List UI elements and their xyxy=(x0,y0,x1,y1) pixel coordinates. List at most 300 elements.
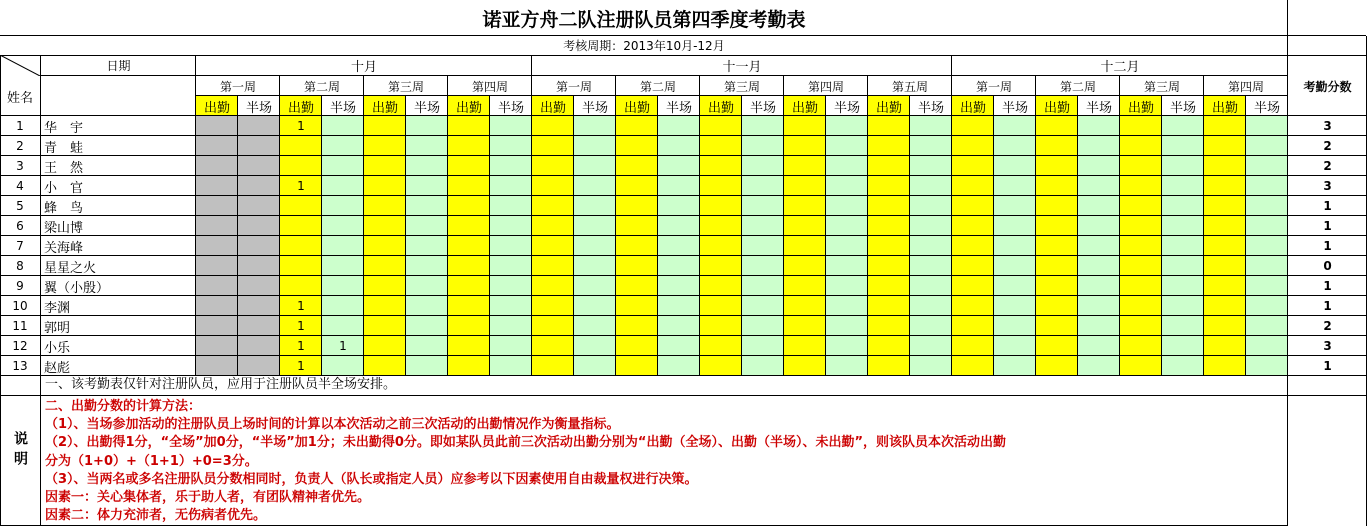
half-cell xyxy=(1078,136,1120,156)
attendance-cell xyxy=(784,296,826,316)
attendance-cell xyxy=(532,136,574,156)
attendance-cell xyxy=(280,256,322,276)
attendance-cell xyxy=(616,216,658,236)
half-cell xyxy=(1162,336,1204,356)
attendance-cell xyxy=(1036,336,1078,356)
half-cell xyxy=(238,216,280,236)
attendance-cell xyxy=(868,236,910,256)
attendance-cell xyxy=(1036,296,1078,316)
half-subheader: 半场 xyxy=(917,100,944,116)
row-number: 6 xyxy=(16,219,24,233)
half-cell xyxy=(742,196,784,216)
attendance-cell xyxy=(784,256,826,276)
diagonal-header-line xyxy=(0,55,40,76)
half-cell xyxy=(322,196,364,216)
attendance-cell xyxy=(196,236,238,256)
attendance-cell xyxy=(952,136,994,156)
half-cell xyxy=(742,276,784,296)
attendance-cell xyxy=(868,336,910,356)
attendance-score: 2 xyxy=(1323,319,1332,333)
grid-line xyxy=(699,95,700,376)
half-cell xyxy=(826,356,868,376)
half-cell xyxy=(658,176,700,196)
attendance-cell xyxy=(700,236,742,256)
attendance-cell xyxy=(700,356,742,376)
half-subheader: 半场 xyxy=(749,100,776,116)
attendance-score: 1 xyxy=(1323,239,1332,253)
half-cell xyxy=(1246,336,1288,356)
row-number: 12 xyxy=(12,339,28,353)
attendance-cell xyxy=(784,196,826,216)
attendance-cell xyxy=(448,116,490,136)
attendance-cell xyxy=(784,336,826,356)
attendance-cell xyxy=(532,276,574,296)
grid-line xyxy=(1077,95,1078,376)
attendance-cell xyxy=(952,336,994,356)
attendance-cell xyxy=(532,176,574,196)
half-cell xyxy=(658,196,700,216)
month-header: 十二月 xyxy=(1100,59,1140,75)
attendance-score: 3 xyxy=(1323,119,1332,133)
grid-line xyxy=(993,95,994,376)
half-cell xyxy=(238,136,280,156)
attendance-cell xyxy=(1204,196,1246,216)
grid-line xyxy=(447,95,448,376)
grid-line xyxy=(1035,95,1036,376)
note-line: 因素二：体力充沛者，无伤病者优先。 xyxy=(45,508,267,524)
grid-line xyxy=(783,95,784,376)
half-cell xyxy=(406,156,448,176)
attendance-cell xyxy=(700,156,742,176)
half-cell xyxy=(1162,196,1204,216)
half-cell xyxy=(406,216,448,236)
half-cell xyxy=(406,136,448,156)
attendance-cell xyxy=(1120,236,1162,256)
half-cell xyxy=(910,136,952,156)
week-header: 第五周 xyxy=(891,79,928,94)
half-cell xyxy=(742,356,784,376)
attendance-cell xyxy=(532,336,574,356)
attendance-cell xyxy=(700,196,742,216)
attendance-cell xyxy=(616,156,658,176)
attendance-cell xyxy=(700,256,742,276)
member-name: 华 宇 xyxy=(44,120,84,136)
week-header: 第一周 xyxy=(975,79,1012,94)
attendance-cell xyxy=(616,136,658,156)
half-cell xyxy=(826,276,868,296)
half-cell xyxy=(238,176,280,196)
half-cell xyxy=(658,156,700,176)
grid-line xyxy=(531,95,532,376)
half-cell xyxy=(994,276,1036,296)
attendance-cell xyxy=(364,296,406,316)
attendance-cell xyxy=(868,316,910,336)
grid-line xyxy=(867,95,868,376)
note-scoring-rules xyxy=(41,398,1286,525)
attendance-cell xyxy=(532,316,574,336)
half-cell xyxy=(1246,176,1288,196)
attendance-cell xyxy=(1120,156,1162,176)
member-name: 小乐 xyxy=(44,340,71,356)
half-cell xyxy=(994,176,1036,196)
grid-line xyxy=(615,95,616,376)
attendance-cell xyxy=(448,316,490,336)
half-cell xyxy=(826,156,868,176)
member-name: 小 官 xyxy=(44,180,84,196)
attendance-cell xyxy=(1120,336,1162,356)
assessment-period: 考核周期：2013年10月-12月 xyxy=(563,39,725,53)
grid-line xyxy=(573,95,574,376)
note-line: 因素一：关心集体者，乐于助人者，有团队精神者优先。 xyxy=(45,490,371,506)
half-cell xyxy=(658,276,700,296)
row-number: 13 xyxy=(12,359,28,373)
attendance-cell xyxy=(784,316,826,336)
week-header: 第四周 xyxy=(1227,79,1264,94)
half-subheader: 半场 xyxy=(497,100,524,116)
half-cell xyxy=(574,136,616,156)
member-name: 赵彪 xyxy=(44,360,71,376)
half-cell xyxy=(1246,156,1288,176)
half-cell xyxy=(406,196,448,216)
attend-subheader: 出勤 xyxy=(868,96,910,116)
score-header: 考勤分数 xyxy=(1303,79,1352,94)
note-line: （2）、出勤得1分，“全场”加0分，“半场”加1分；未出勤得0分。即如某队员此前三次活动出勤分别为“出勤（全场）、出勤（半场）、未出勤”，则该队员本次活动出勤 xyxy=(45,435,1006,451)
attendance-cell xyxy=(196,316,238,336)
half-cell xyxy=(1078,256,1120,276)
half-cell xyxy=(994,256,1036,276)
attendance-cell xyxy=(196,176,238,196)
attendance-cell xyxy=(784,116,826,136)
week-header: 第二周 xyxy=(639,79,676,94)
grid-line xyxy=(321,95,322,376)
half-cell xyxy=(742,136,784,156)
grid-line xyxy=(196,95,1288,96)
attendance-cell xyxy=(1204,336,1246,356)
half-cell xyxy=(994,356,1036,376)
member-name: 蜂 鸟 xyxy=(44,200,84,216)
attendance-cell xyxy=(448,336,490,356)
attendance-cell xyxy=(532,256,574,276)
half-subheader: 半场 xyxy=(1085,100,1112,116)
attendance-cell xyxy=(1036,236,1078,256)
attendance-cell xyxy=(448,236,490,256)
row-number: 2 xyxy=(16,139,24,153)
attendance-cell xyxy=(700,116,742,136)
half-cell xyxy=(574,236,616,256)
half-cell xyxy=(406,356,448,376)
week-header: 第一周 xyxy=(555,79,592,94)
attendance-cell xyxy=(532,156,574,176)
attendance-cell xyxy=(868,216,910,236)
grid-line xyxy=(909,95,910,376)
week-header: 第四周 xyxy=(807,79,844,94)
attend-subheader: 出勤 xyxy=(1036,96,1078,116)
half-cell xyxy=(238,116,280,136)
grid-line xyxy=(0,395,1366,396)
half-cell xyxy=(490,196,532,216)
attendance-cell xyxy=(1204,116,1246,136)
half-cell xyxy=(1162,156,1204,176)
attendance-cell xyxy=(952,296,994,316)
half-cell xyxy=(994,316,1036,336)
half-cell xyxy=(910,256,952,276)
sheet-title: 诺亚方舟二队注册队员第四季度考勤表 xyxy=(482,8,806,31)
half-cell xyxy=(490,176,532,196)
attendance-cell xyxy=(1036,176,1078,196)
half-cell xyxy=(406,336,448,356)
attendance-cell xyxy=(448,156,490,176)
notes-label: 说明 xyxy=(12,431,28,471)
half-cell xyxy=(406,116,448,136)
attendance-cell xyxy=(700,176,742,196)
half-cell xyxy=(322,296,364,316)
half-cell xyxy=(826,176,868,196)
grid-line xyxy=(489,95,490,376)
attendance-cell xyxy=(1204,316,1246,336)
half-cell xyxy=(322,256,364,276)
half-cell xyxy=(910,236,952,256)
half-cell xyxy=(1078,296,1120,316)
half-cell xyxy=(658,296,700,316)
member-name: 郭明 xyxy=(44,320,71,336)
half-cell xyxy=(490,216,532,236)
half-subheader: 半场 xyxy=(665,100,692,116)
attendance-cell xyxy=(1204,296,1246,316)
attendance-cell xyxy=(700,316,742,336)
attendance-cell xyxy=(448,296,490,316)
attendance-cell xyxy=(1120,276,1162,296)
attendance-cell xyxy=(616,256,658,276)
attendance-cell xyxy=(1036,156,1078,176)
half-subheader: 半场 xyxy=(245,100,272,116)
half-cell xyxy=(1162,136,1204,156)
attendance-cell xyxy=(196,336,238,356)
half-cell xyxy=(1162,356,1204,376)
half-subheader: 半场 xyxy=(581,100,608,116)
half-cell xyxy=(826,116,868,136)
half-cell xyxy=(910,296,952,316)
attend-subheader: 出勤 xyxy=(700,96,742,116)
attendance-cell xyxy=(1204,236,1246,256)
attendance-cell xyxy=(616,316,658,336)
half-cell xyxy=(658,236,700,256)
member-name: 星星之火 xyxy=(44,260,97,276)
half-cell xyxy=(238,336,280,356)
half-cell xyxy=(490,316,532,336)
half-cell xyxy=(1078,336,1120,356)
half-cell xyxy=(658,256,700,276)
attendance-cell xyxy=(364,236,406,256)
attendance-cell xyxy=(1204,216,1246,236)
member-name: 梁山博 xyxy=(44,220,84,236)
week-header: 第三周 xyxy=(1143,79,1180,94)
half-cell xyxy=(826,336,868,356)
half-cell xyxy=(238,156,280,176)
half-cell xyxy=(1162,216,1204,236)
attendance-cell xyxy=(784,176,826,196)
half-cell xyxy=(658,216,700,236)
grid-line xyxy=(951,95,952,376)
grid-line xyxy=(405,95,406,376)
half-cell xyxy=(742,156,784,176)
half-cell xyxy=(826,236,868,256)
grid-line xyxy=(279,95,280,376)
half-cell xyxy=(826,256,868,276)
member-name: 李渊 xyxy=(44,300,71,316)
attend-subheader: 出勤 xyxy=(952,96,994,116)
attend-subheader: 出勤 xyxy=(280,96,322,116)
half-cell xyxy=(742,116,784,136)
attendance-cell xyxy=(616,336,658,356)
attendance-cell xyxy=(784,276,826,296)
attendance-cell xyxy=(1204,256,1246,276)
week-header: 第二周 xyxy=(1059,79,1096,94)
week-header: 第三周 xyxy=(387,79,424,94)
attendance-score: 3 xyxy=(1323,339,1332,353)
attendance-cell xyxy=(532,236,574,256)
attendance-cell xyxy=(364,216,406,236)
half-cell xyxy=(238,256,280,276)
half-cell xyxy=(1246,276,1288,296)
attendance-cell xyxy=(1036,276,1078,296)
attendance-cell xyxy=(868,256,910,276)
note-line: （3）、当两名或多名注册队员分数相同时，负责人（队长或指定人员）应参考以下因素使用自由裁量权进行决策。 xyxy=(45,471,698,487)
half-cell: 1 xyxy=(322,336,364,356)
half-cell xyxy=(322,316,364,336)
grid-line xyxy=(0,35,1366,36)
half-cell xyxy=(742,216,784,236)
half-cell xyxy=(238,196,280,216)
attendance-cell: 1 xyxy=(280,296,322,316)
attendance-cell xyxy=(364,356,406,376)
date-header: 日期 xyxy=(106,58,131,73)
attendance-cell xyxy=(952,276,994,296)
attendance-cell xyxy=(1036,116,1078,136)
attendance-cell xyxy=(616,296,658,316)
attendance-score: 2 xyxy=(1323,139,1332,153)
attendance-cell xyxy=(1036,316,1078,336)
half-cell xyxy=(574,276,616,296)
half-cell xyxy=(238,296,280,316)
half-cell xyxy=(406,236,448,256)
attendance-cell xyxy=(616,236,658,256)
half-cell xyxy=(574,356,616,376)
attend-subheader: 出勤 xyxy=(448,96,490,116)
half-cell xyxy=(994,296,1036,316)
half-cell xyxy=(742,296,784,316)
attendance-cell xyxy=(952,116,994,136)
half-cell xyxy=(406,296,448,316)
attendance-cell xyxy=(196,116,238,136)
half-cell xyxy=(1162,256,1204,276)
attendance-cell xyxy=(952,256,994,276)
half-cell xyxy=(574,176,616,196)
attendance-cell xyxy=(1120,216,1162,236)
attendance-cell xyxy=(448,216,490,236)
half-cell xyxy=(742,236,784,256)
half-cell xyxy=(1246,256,1288,276)
attendance-cell xyxy=(280,236,322,256)
half-subheader: 半场 xyxy=(1001,100,1028,116)
attendance-cell xyxy=(952,156,994,176)
attendance-cell xyxy=(196,156,238,176)
half-cell xyxy=(658,136,700,156)
half-cell xyxy=(1078,176,1120,196)
attendance-cell xyxy=(1120,116,1162,136)
attendance-cell: 1 xyxy=(280,336,322,356)
half-cell xyxy=(1246,316,1288,336)
attendance-cell xyxy=(448,276,490,296)
half-cell xyxy=(826,216,868,236)
attendance-cell xyxy=(952,176,994,196)
attendance-cell xyxy=(868,276,910,296)
attendance-cell xyxy=(196,296,238,316)
half-cell xyxy=(238,356,280,376)
member-name: 青 蛙 xyxy=(44,140,84,156)
attendance-cell xyxy=(364,136,406,156)
attendance-cell xyxy=(868,196,910,216)
attendance-cell xyxy=(280,216,322,236)
half-cell xyxy=(742,176,784,196)
attendance-cell xyxy=(364,176,406,196)
attendance-cell xyxy=(1120,256,1162,276)
half-cell xyxy=(1078,276,1120,296)
attendance-cell: 1 xyxy=(280,176,322,196)
half-cell xyxy=(826,316,868,336)
attendance-score: 2 xyxy=(1323,159,1332,173)
grid-line xyxy=(1203,95,1204,376)
half-cell xyxy=(1078,236,1120,256)
attendance-cell xyxy=(1120,196,1162,216)
half-cell xyxy=(994,336,1036,356)
half-cell xyxy=(490,156,532,176)
half-cell xyxy=(406,316,448,336)
half-cell xyxy=(994,116,1036,136)
half-cell xyxy=(574,336,616,356)
attendance-cell xyxy=(196,356,238,376)
half-cell xyxy=(322,136,364,156)
half-cell xyxy=(406,256,448,276)
row-number: 4 xyxy=(16,179,24,193)
half-cell xyxy=(322,176,364,196)
attendance-score: 1 xyxy=(1323,359,1332,373)
row-number: 3 xyxy=(16,159,24,173)
half-cell xyxy=(742,316,784,336)
name-header: 姓名 xyxy=(6,90,33,106)
attendance-cell xyxy=(700,296,742,316)
half-cell xyxy=(490,236,532,256)
attendance-cell xyxy=(1204,356,1246,376)
attendance-cell xyxy=(784,216,826,236)
attendance-cell xyxy=(952,196,994,216)
half-cell xyxy=(1246,356,1288,376)
attendance-cell xyxy=(1204,156,1246,176)
attendance-cell: 1 xyxy=(280,116,322,136)
attendance-cell xyxy=(1120,296,1162,316)
half-cell xyxy=(742,256,784,276)
attendance-score: 1 xyxy=(1323,279,1332,293)
attendance-cell xyxy=(532,216,574,236)
member-name: 王 然 xyxy=(44,160,84,176)
attendance-cell xyxy=(1036,256,1078,276)
note-line: 分为（1+0）+（1+1）+0=3分。 xyxy=(45,453,258,469)
half-cell xyxy=(658,356,700,376)
attendance-cell xyxy=(1036,216,1078,236)
half-cell xyxy=(910,336,952,356)
row-number: 1 xyxy=(16,119,24,133)
grid-line xyxy=(0,55,1366,56)
row-number: 10 xyxy=(12,299,28,313)
